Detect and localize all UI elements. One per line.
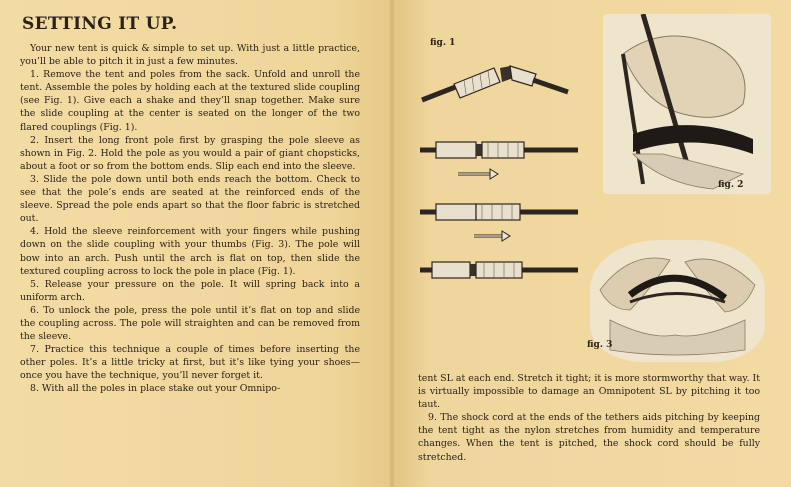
step-6-paragraph: 6. To unlock the pole, press the pole until it’s flat on top and slide the coupling across. The pole will straighten and can be removed from the sleeve. bbox=[20, 304, 360, 343]
step-8-paragraph: 8. With all the poles in place stake out your Omnipo- bbox=[30, 383, 281, 395]
slide-arrow-1 bbox=[458, 169, 498, 179]
fig-2-photo bbox=[603, 14, 771, 194]
slide-arrow-2 bbox=[474, 231, 510, 241]
step-8-continued-paragraph: tent SL at each end. Stretch it tight; it is more stormworthy that way. It is virtually impossible to damage an Omnipotent SL by pitching it too taut. bbox=[418, 373, 760, 411]
straight-pole-assembly-3 bbox=[420, 262, 578, 278]
fig-1-label: fig. 1 bbox=[430, 38, 456, 48]
straight-pole-assembly-2 bbox=[420, 204, 578, 220]
step-1-paragraph: 1. Remove the tent and poles from the sack. Unfold and unroll the tent. Assemble the poles by holding each at the textured slide coupling (see Fig. 1). Give each a shake and they’ll snap together. Make sure the slide coupling at the center is seated on the longer of the two flared couplings (Fig. 1). bbox=[20, 69, 360, 133]
angled-pole-assembly bbox=[422, 66, 568, 100]
step-2-paragraph: 2. Insert the long front pole first by grasping the pole sleeve as shown in Fig. 2. Hold the pole as you would a pair of giant chopsticks, about a foot or so from the bottom ends. Slip each end into the sleeve. bbox=[20, 134, 360, 172]
step-7-paragraph: 7. Practice this technique a couple of times before inserting the other poles. It’s a little tricky at first, but it’s like tying your shoes—once you have the technique, you’ll never forget it. bbox=[20, 344, 360, 382]
fig-1-diagram bbox=[418, 50, 588, 290]
intro-paragraph: Your new tent is quick & simple to set up. With just a little practice, you’ll be able to pitch it in just a few minutes. bbox=[20, 43, 360, 68]
page-heading: SETTING IT UP. bbox=[22, 14, 178, 34]
step-5-paragraph: 5. Release your pressure on the pole. It will spring back into a uniform arch. bbox=[20, 278, 360, 303]
step-3-paragraph: 3. Slide the pole down until both ends reach the bottom. Check to see that the pole’s ends are seated at the reinforced ends of the sleeve. Spread the pole ends apart so that the floor fabric is stretched out. bbox=[20, 173, 360, 225]
left-column-text bbox=[20, 42, 360, 396]
step-9-paragraph: 9. The shock cord at the ends of the tethers aids pitching by keeping the tent tight as the nylon stretches from humidity and temperature changes. When the tent is pitched, the shock cord should be fully stretched. bbox=[418, 412, 760, 463]
fig-2-label: fig. 2 bbox=[718, 180, 744, 190]
page-gutter bbox=[390, 0, 394, 487]
step-4-paragraph: 4. Hold the sleeve reinforcement with your fingers while pushing down on the slide coupling with your thumbs (Fig. 3). The pole will bow into an arch. Push until the arch is flat on top, then slide the textured coupling across to lock the pole in place (Fig. 1). bbox=[20, 226, 360, 277]
right-column-text bbox=[418, 372, 760, 464]
fig-3-label: fig. 3 bbox=[587, 340, 613, 350]
fig-3-photo bbox=[590, 240, 765, 362]
straight-pole-assembly-1 bbox=[420, 142, 578, 158]
